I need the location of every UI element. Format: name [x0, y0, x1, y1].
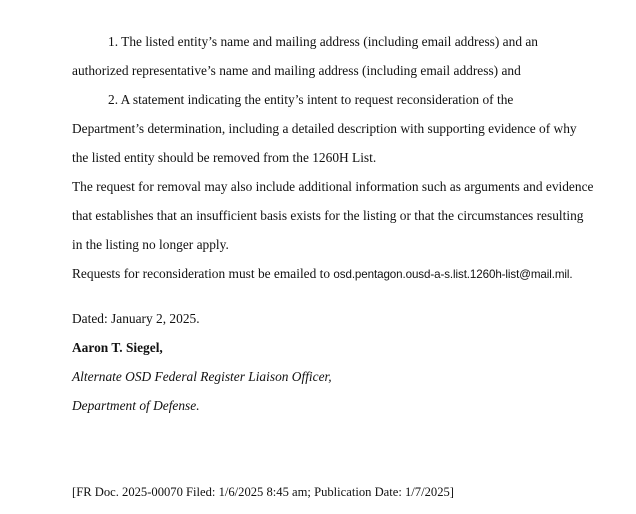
- signer-title: Alternate OSD Federal Register Liaison Officer,: [72, 369, 332, 384]
- reconsideration-line: [72, 266, 572, 283]
- removal-paragraph-line3: in the listing no longer apply.: [72, 237, 229, 252]
- removal-paragraph-line1: The request for removal may also include additional information such as arguments and evidence: [72, 179, 594, 194]
- item2-line1: 2. A statement indicating the entity’s intent to request reconsideration of the: [108, 92, 514, 107]
- reconsideration-text: Requests for reconsideration must be emailed to: [72, 266, 334, 281]
- signer-name: Aaron T. Siegel,: [72, 340, 163, 355]
- removal-paragraph-line2: that establishes that an insufficient basis exists for the listing or that the circumstances resulting: [72, 208, 584, 223]
- fr-doc-line: [FR Doc. 2025-00070 Filed: 1/6/2025 8:45 am; Publication Date: 1/7/2025]: [72, 485, 454, 499]
- item1-line1: 1. The listed entity’s name and mailing address (including email address) and an: [108, 34, 539, 49]
- reconsideration-email: osd.pentagon.ousd-a-s.list.1260h-list@mail.mil.: [333, 268, 573, 281]
- signer-department: Department of Defense.: [72, 398, 200, 413]
- item2-line3: the listed entity should be removed from the 1260H List.: [72, 150, 377, 165]
- item1-line2: authorized representative’s name and mailing address (including email address) and: [72, 63, 521, 78]
- item2-line2: Department’s determination, including a detailed description with supporting evidence of why: [72, 121, 577, 136]
- dated-line: Dated: January 2, 2025.: [72, 311, 200, 326]
